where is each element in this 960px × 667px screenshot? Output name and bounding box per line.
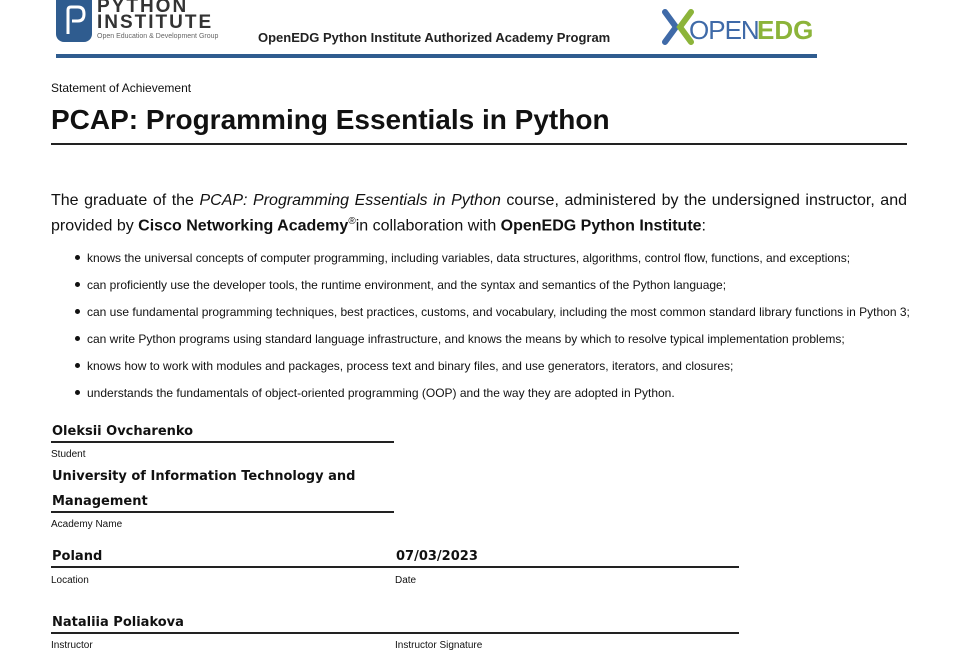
date-value: 07/03/2023 <box>396 549 478 564</box>
skills-list <box>75 250 910 412</box>
location-value: Poland <box>52 549 103 564</box>
academy-name-line1: University of Information Technology and <box>52 469 356 484</box>
title-divider <box>51 143 907 145</box>
intro-org-openedg: OpenEDG Python Institute <box>500 217 702 235</box>
instructor-name: Nataliia Poliakova <box>52 615 184 630</box>
python-institute-logo-subtitle: Open Education & Development Group <box>97 33 219 40</box>
student-name: Oleksii Ovcharenko <box>52 424 194 439</box>
skill-item: knows how to work with modules and packages, process text and binary files, and use generators, iterators, and closures; <box>75 358 910 385</box>
intro-text-3: in collaboration with <box>355 217 501 235</box>
intro-paragraph <box>51 190 907 236</box>
instructor-signature-label: Instructor Signature <box>395 640 483 651</box>
academy-name-line2: Management <box>52 494 148 509</box>
course-title: PCAP: Programming Essentials in Python <box>51 104 610 135</box>
skill-item: understands the fundamentals of object-oriented programming (OOP) and the way they are adopted in Python. <box>75 385 910 412</box>
instructor-rule <box>51 632 739 634</box>
intro-text-4: : <box>701 217 706 235</box>
program-title: OpenEDG Python Institute Authorized Academy Program <box>258 30 611 45</box>
statement-label: Statement of Achievement <box>51 81 192 95</box>
instructor-label: Instructor <box>51 640 93 651</box>
certificate-header <box>0 0 960 62</box>
openedg-logo-open: OPEN <box>689 15 759 45</box>
skill-item: can use fundamental programming techniques, best practices, customs, and vocabulary, including the most common standard library functions in Python 3; <box>75 304 910 331</box>
openedg-logo-edg: EDG <box>757 15 814 45</box>
intro-course-name: PCAP: Programming Essentials in Python <box>199 192 501 209</box>
skill-item: can proficiently use the developer tools, the runtime environment, and the syntax and semantics of the Python language; <box>75 277 910 304</box>
python-institute-logo-icon <box>56 0 92 42</box>
location-label: Location <box>51 575 89 586</box>
intro-text-2: course, administered by the undersigned instructor, and provided by <box>51 192 908 235</box>
academy-label: Academy Name <box>51 519 123 530</box>
registered-mark: ® <box>348 216 356 227</box>
header-divider <box>56 54 817 58</box>
python-institute-logo-line1: PYTHON <box>97 0 189 17</box>
date-label: Date <box>395 575 417 586</box>
intro-text-1: The graduate of the <box>51 192 200 209</box>
location-date-rule <box>51 566 739 568</box>
student-label: Student <box>51 449 86 460</box>
student-rule <box>51 441 394 443</box>
skill-item: can write Python programs using standard language infrastructure, and knows the means by which to resolve typical implementation problems; <box>75 331 910 358</box>
python-institute-logo-line2: INSTITUTE <box>97 12 214 33</box>
intro-org-cisco: Cisco Networking Academy <box>138 217 349 235</box>
academy-rule <box>51 511 394 513</box>
skill-item: knows the universal concepts of computer programming, including variables, data structures, algorithms, control flow, functions, and exceptions; <box>75 250 910 277</box>
openedg-logo <box>662 8 822 46</box>
